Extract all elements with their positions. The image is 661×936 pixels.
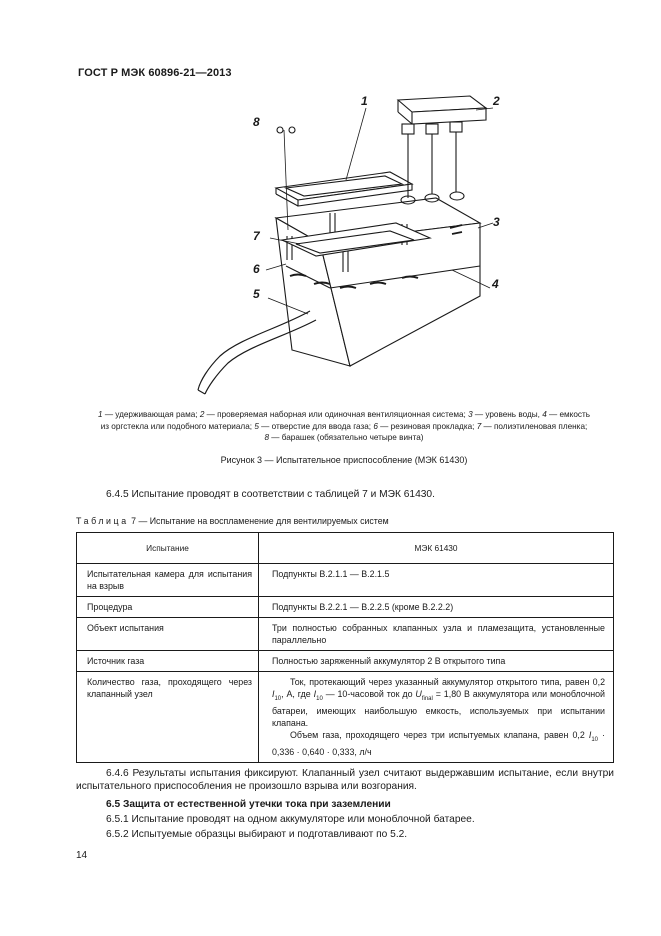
callout-8: 8 [253,115,260,129]
cell-test: Объект испытания [77,618,259,651]
cell-spec: Подпункты В.2.1.1 — В.2.1.5 [259,564,614,597]
figure-legend [74,409,614,444]
paragraph-6-4-5: 6.4.5 Испытание проводят в соответствии с таблицей 7 и МЭК 61430. [106,489,435,500]
callout-6: 6 [253,262,260,276]
table-7 [76,532,614,763]
holding-frame [276,172,412,206]
table-row [77,597,614,618]
header-standard: МЭК 61430 [259,533,614,564]
figure-caption: Рисунок 3 — Испытательное приспособление (МЭК 61430) [220,455,468,465]
document-header: ГОСТ Р МЭК 60896-21—2013 [78,67,232,79]
callout-4: 4 [492,277,499,291]
paragraph-6-5-1: 6.5.1 Испытание проводят на одном аккумуляторе или моноблочной батарее. [106,814,475,825]
cell-spec: Три полностью собранных клапанных узла и пламезащита, установленные параллельно [259,618,614,651]
paragraph-6-5-2: 6.5.2 Испытуемые образцы выбирают и подготавливают по 5.2. [106,829,408,840]
table-caption: Таблица 7 — Испытание на воспламенение для вентилируемых систем [76,516,389,526]
section-6-5-heading: 6.5 Защита от естественной утечки тока при заземлении [106,799,391,810]
cell-test: Источник газа [77,651,259,672]
cell-test: Испытательная камера для испытания на взрыв [77,564,259,597]
wing-nuts [277,127,295,133]
table-row [77,564,614,597]
callout-5: 5 [253,287,260,301]
cell-spec: Подпункты В.2.2.1 — В.2.2.5 (кроме В.2.2.2) [259,597,614,618]
callout-3: 3 [493,215,500,229]
table-row [77,618,614,651]
gas-volume-text: Объем газа, проходящего через три испытуемых клапана, равен 0,2 $I_{10} \cdot 0,336 \cdot 0,640 \cdot 0,333$, л/ч [272,729,606,757]
container-box [276,198,480,366]
test-fixture-drawing [180,88,510,410]
gas-current-text: Ток, протекающий через указанный аккумулятор открытого типа, равен 0,2 $I_{10}$, А, где $I_{10}$ — 10-часовой ток до $U_{final} = 1,80$ В аккумулятора или моноблочной батареи, имеющих наибольшую емкость, используемых при испытании клапана. [272,677,605,728]
legend-line-2: из оргстекла или подобного материала; 5 — отверстие для ввода газа; 6 — резиновая прокладка; 7 — полиэтиленовая пленка; [100,421,588,431]
page-number: 14 [76,850,88,861]
legend-line-3: 8 — барашек (обязательно четыре винта) [264,433,424,442]
paragraph-6-4-6: 6.4.6 Результаты испытания фиксируют. Клапанный узел считают выдержавшим испытание, если внутри испытательного приспособления не произошло взрыва или возгорания. [76,768,614,792]
header-test: Испытание [77,533,259,564]
table-row [77,672,614,763]
cell-test: Количество газа, проходящего через клапанный узел [77,672,259,763]
callout-2: 2 [493,94,500,108]
cell-spec: Полностью заряженный аккумулятор 2 В открытого типа [259,651,614,672]
table-header-row [77,533,614,564]
callout-7: 7 [253,229,260,243]
callout-1: 1 [361,94,368,108]
cell-test: Процедура [77,597,259,618]
legend-line-1: 1 — удерживающая рама; 2 — проверяемая наборная или одиночная вентиляционная система; 3 — уровень воды, 4 — емкость [97,410,591,419]
cell-spec [259,672,614,763]
table-row [77,651,614,672]
